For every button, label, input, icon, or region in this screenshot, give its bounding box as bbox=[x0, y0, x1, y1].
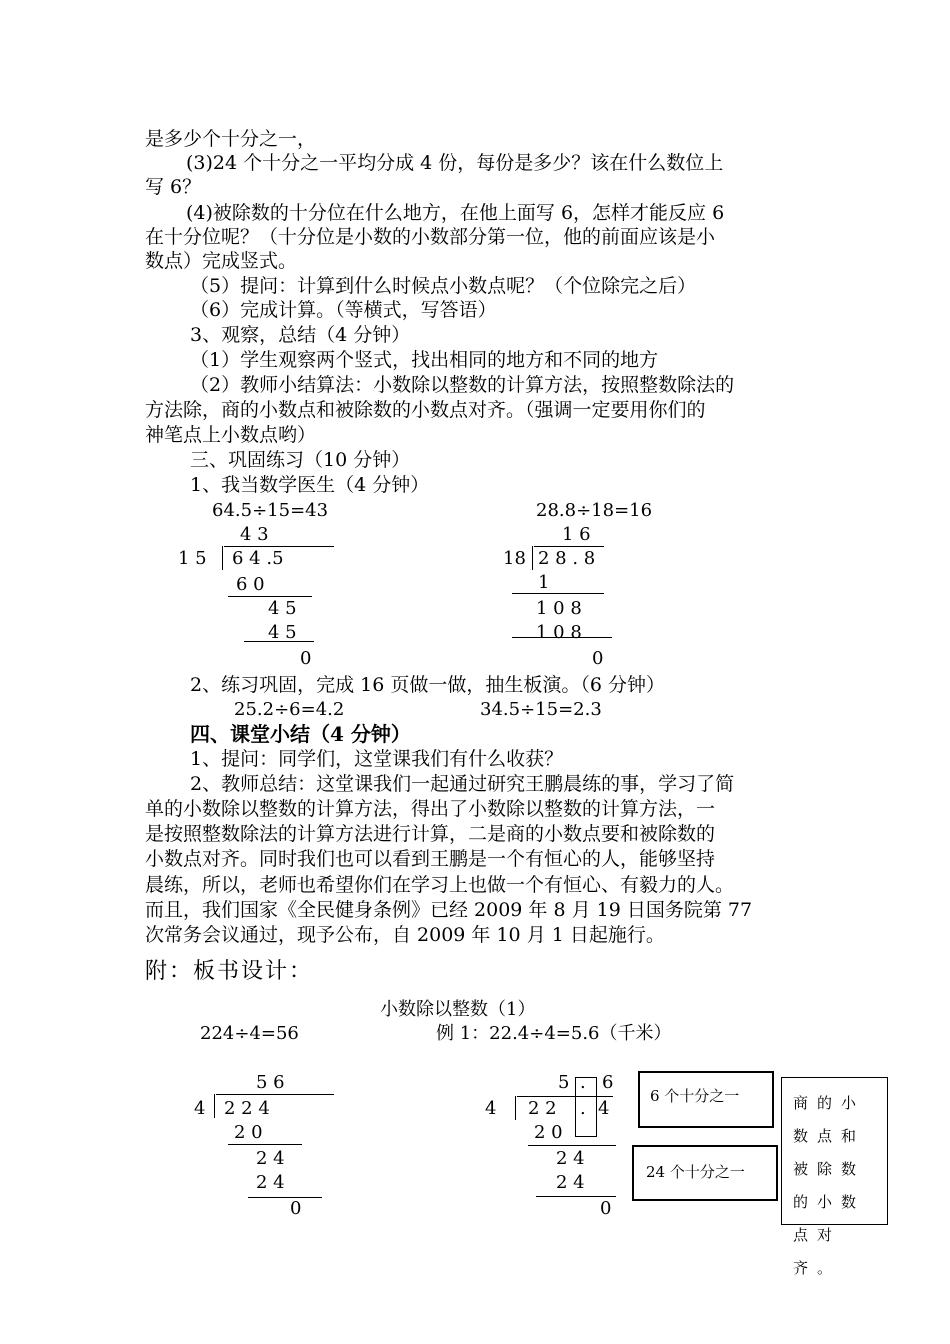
summary-line: 次常务会议通过，现予公布，自 2009 年 10 月 1 日起施行。 bbox=[145, 924, 665, 946]
division-bracket bbox=[222, 546, 223, 570]
subtraction-line bbox=[228, 596, 312, 597]
doctor-right-step: 1 0 8 bbox=[536, 622, 582, 643]
text-line: 神笔点上小数点哟） bbox=[145, 424, 317, 446]
subtraction-line bbox=[228, 1144, 302, 1145]
board-left-quotient: 5 6 bbox=[256, 1072, 285, 1093]
board-left-step: 2 0 bbox=[234, 1122, 263, 1143]
tenths-label: 24 个十分之一 bbox=[646, 1163, 745, 1181]
decimal-point-highlight bbox=[575, 1077, 597, 1137]
subtraction-line bbox=[512, 593, 604, 594]
doctor-left-step: 4 5 bbox=[268, 598, 297, 619]
division-bar bbox=[517, 1096, 613, 1097]
practice-equation: 34.5÷15=2.3 bbox=[480, 699, 602, 720]
summary-line: 是按照整数除法的计算方法进行计算，二是商的小数点要和被除数的 bbox=[145, 823, 716, 845]
doctor-right-equation: 28.8÷18=16 bbox=[536, 500, 653, 521]
summary-line: 单的小数除以整数的计算方法，得出了小数除以整数的计算方法，一 bbox=[145, 798, 716, 820]
doctor-right-quotient: 1 6 bbox=[562, 524, 591, 545]
text-line: 是多少个十分之一， bbox=[145, 128, 317, 150]
doctor-left-step: 6 0 bbox=[236, 574, 265, 595]
doctor-right-remainder: 0 bbox=[592, 648, 604, 669]
summary-line: 晨练，所以，老师也希望你们在学习上也做一个有恒心、有毅力的人。 bbox=[145, 874, 735, 896]
doctor-left-step: 4 5 bbox=[268, 622, 297, 643]
doctor-right-step: 1 bbox=[538, 572, 550, 593]
summary-line: 2、教师总结：这堂课我们一起通过研究王鹏晨练的事，学习了简 bbox=[190, 773, 735, 795]
board-left-step: 2 4 bbox=[256, 1148, 285, 1169]
board-right-step: 2 4 bbox=[556, 1172, 585, 1193]
doctor-left-divisor: 1 5 bbox=[178, 548, 207, 569]
board-left-divisor: 4 bbox=[194, 1098, 206, 1119]
board-left-equation: 224÷4=56 bbox=[200, 1023, 299, 1044]
text-line: （2）教师小结算法：小数除以整数的计算方法，按照整数除法的 bbox=[190, 374, 735, 396]
practice-equation: 25.2÷6=4.2 bbox=[234, 699, 345, 720]
doctor-right-divisor: 18 bbox=[503, 548, 526, 569]
board-right-quotient-point: . bbox=[580, 1072, 586, 1093]
division-bar bbox=[534, 546, 604, 547]
text-line: 数点）完成竖式。 bbox=[145, 250, 298, 272]
text-line: （5）提问：计算到什么时候点小数点呢？（个位除完之后） bbox=[190, 275, 697, 297]
division-bracket bbox=[532, 546, 533, 570]
division-bar bbox=[224, 546, 334, 547]
board-left-remainder: 0 bbox=[290, 1198, 302, 1219]
division-bracket bbox=[515, 1096, 516, 1120]
subtraction-line bbox=[244, 641, 314, 642]
subtraction-line bbox=[528, 1145, 616, 1146]
summary-line: 1、提问：同学们，这堂课我们有什么收获？ bbox=[190, 748, 564, 770]
practice-line: 2、练习巩固，完成 16 页做一做，抽生板演。（6 分钟） bbox=[190, 674, 665, 696]
board-right-dividend: 2 2 bbox=[528, 1098, 557, 1119]
board-right-quotient-ones: 5 bbox=[558, 1072, 570, 1093]
board-right-step: 2 4 bbox=[556, 1148, 585, 1169]
text-line: 在十分位呢？（十分位是小数的小数部分第一位，他的前面应该是小 bbox=[145, 226, 716, 248]
summary-line: 小数点对齐。同时我们也可以看到王鹏是一个有恒心的人，能够坚持 bbox=[145, 848, 716, 870]
section-heading: 三、巩固练习（10 分钟） bbox=[190, 449, 411, 471]
board-left-step: 2 4 bbox=[256, 1172, 285, 1193]
subtraction-line bbox=[512, 637, 612, 638]
text-line: （6）完成计算。（等横式，写答语） bbox=[190, 299, 497, 321]
board-right-divisor: 4 bbox=[485, 1098, 497, 1119]
board-heading: 附：板书设计： bbox=[145, 959, 314, 984]
summary-heading: 四、课堂小结（4 分钟） bbox=[190, 722, 411, 746]
tenths-label: 6 个十分之一 bbox=[650, 1087, 740, 1105]
board-right-step: 2 0 bbox=[534, 1122, 563, 1143]
doctor-left-quotient: 4 3 bbox=[240, 524, 269, 545]
board-example: 例 1：22.4÷4=5.6（千米） bbox=[436, 1023, 672, 1044]
division-bracket bbox=[214, 1094, 215, 1118]
doctor-right-dividend: 2 8 . 8 bbox=[538, 548, 596, 569]
summary-line: 而且，我们国家《全民健身条例》已经 2009 年 8 月 19 日国务院第 77 bbox=[145, 899, 753, 921]
text-line: 1、我当数学医生（4 分钟） bbox=[190, 474, 430, 496]
board-title: 小数除以整数（1） bbox=[380, 999, 536, 1020]
doctor-left-equation: 64.5÷15=43 bbox=[212, 500, 329, 521]
board-right-remainder: 0 bbox=[600, 1198, 612, 1219]
board-left-dividend: 2 2 4 bbox=[224, 1098, 270, 1119]
board-right-dividend-tenths: 4 bbox=[598, 1098, 610, 1119]
subtraction-line bbox=[248, 1197, 322, 1198]
text-line: 3、观察，总结（4 分钟） bbox=[190, 324, 411, 346]
doctor-left-remainder: 0 bbox=[300, 648, 312, 669]
subtraction-line bbox=[536, 1196, 616, 1197]
text-line: 方法除，商的小数点和被除数的小数点对齐。（强调一定要用你们的 bbox=[145, 399, 706, 421]
rule-note: 商的小数点和被除数的小数点对齐。 bbox=[793, 1094, 866, 1277]
doctor-right-step: 1 0 8 bbox=[536, 598, 582, 619]
doctor-left-dividend: 6 4 .5 bbox=[232, 548, 284, 569]
division-bar bbox=[216, 1094, 334, 1095]
board-right-dividend-point: . bbox=[580, 1098, 586, 1119]
text-line: 写 6？ bbox=[145, 176, 202, 198]
text-line: （1）学生观察两个竖式，找出相同的地方和不同的地方 bbox=[190, 349, 659, 371]
board-right-quotient-tenths: 6 bbox=[602, 1072, 614, 1093]
text-line: (4)被除数的十分位在什么地方，在他上面写 6，怎样才能反应 6 bbox=[186, 202, 725, 224]
text-line: (3)24 个十分之一平均分成 4 份，每份是多少？该在什么数位上 bbox=[186, 152, 724, 174]
